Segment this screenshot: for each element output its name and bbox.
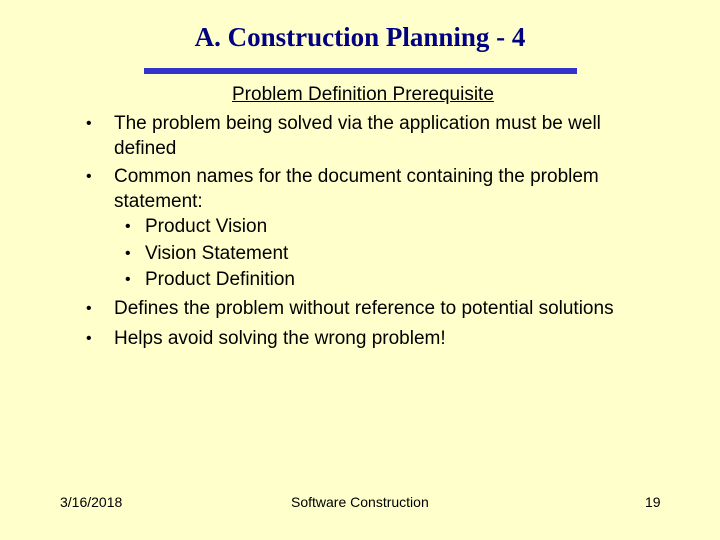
bullet-1-line-1: The problem being solved via the application must be well — [114, 113, 601, 134]
bullet-4: Helps avoid solving the wrong problem! — [114, 328, 446, 349]
bullet-3: Defines the problem without reference to potential solutions — [114, 298, 614, 319]
bullet-1-line-2: defined — [114, 138, 177, 159]
sub-bullet-marker: • — [125, 245, 131, 262]
bullet-marker: • — [86, 300, 92, 317]
sub-bullet-product-vision: Product Vision — [145, 216, 268, 237]
bullet-2-line-1: Common names for the document containing the problem — [114, 166, 599, 187]
slide-title: A. Construction Planning - 4 — [194, 22, 526, 52]
footer-date: 3/16/2018 — [60, 494, 123, 510]
sub-bullet-product-definition: Product Definition — [145, 269, 295, 290]
sub-bullet-marker: • — [125, 218, 131, 235]
sub-bullet-marker: • — [125, 271, 131, 288]
slide-subtitle: Problem Definition Prerequisite — [232, 84, 494, 105]
bullet-marker: • — [86, 330, 92, 347]
bullet-2-line-2: statement: — [114, 191, 203, 212]
bullet-marker: • — [86, 115, 92, 132]
sub-bullet-vision-statement: Vision Statement — [145, 243, 289, 264]
footer-page-number: 19 — [645, 494, 661, 510]
bullet-marker: • — [86, 168, 92, 185]
footer-title: Software Construction — [291, 494, 429, 510]
